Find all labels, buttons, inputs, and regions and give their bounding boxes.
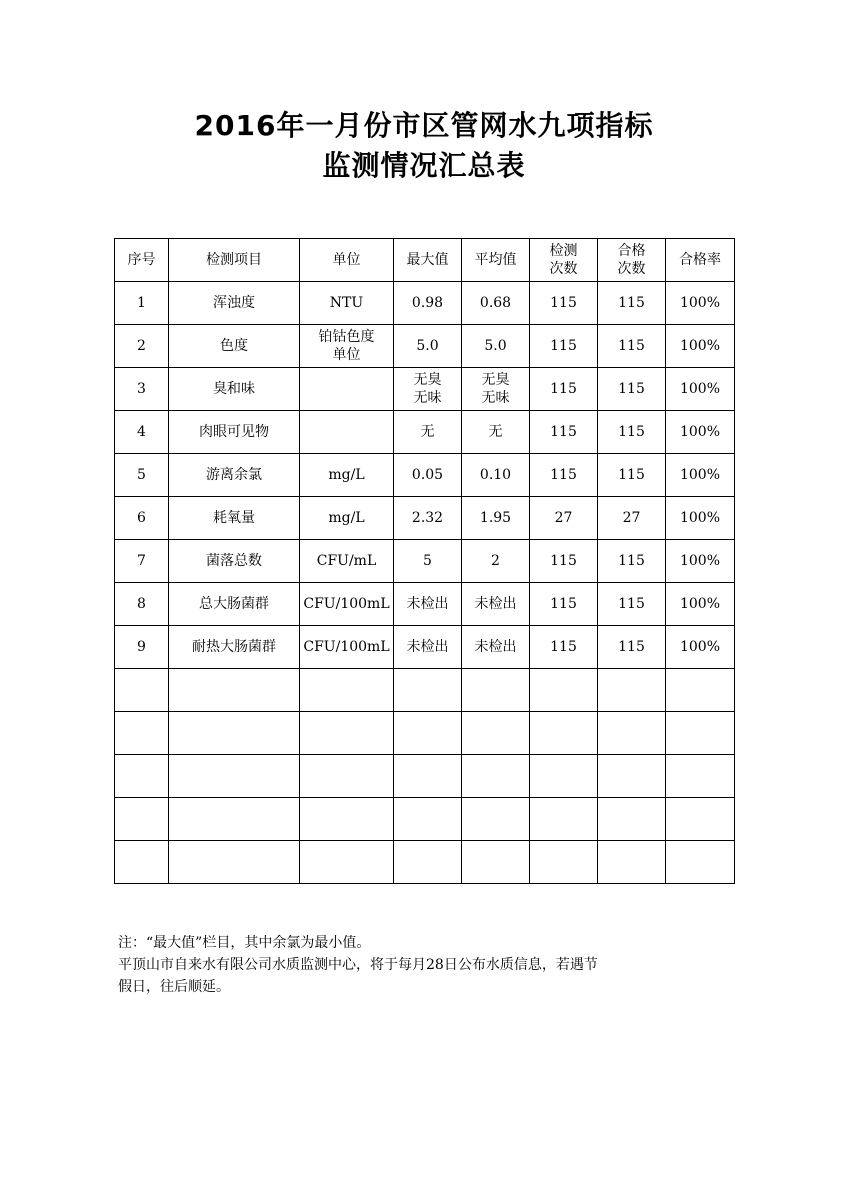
table-row <box>115 755 735 798</box>
cell-unit <box>300 669 394 712</box>
table-row <box>115 497 735 540</box>
cell-average <box>462 798 530 841</box>
cell-test-count: 115 <box>530 454 598 497</box>
cell-max: 未检出 <box>394 583 462 626</box>
header-average: 平均值 <box>462 239 530 282</box>
cell-test-count: 115 <box>530 368 598 411</box>
cell-index <box>115 755 169 798</box>
cell-average: 无 <box>462 411 530 454</box>
cell-max <box>394 669 462 712</box>
cell-test-count <box>530 841 598 884</box>
cell-pass-count <box>598 755 666 798</box>
cell-index: 7 <box>115 540 169 583</box>
cell-index <box>115 712 169 755</box>
cell-index: 3 <box>115 368 169 411</box>
cell-item: 菌落总数 <box>169 540 300 583</box>
cell-test-count <box>530 712 598 755</box>
cell-max: 0.98 <box>394 282 462 325</box>
cell-pass-rate <box>666 841 735 884</box>
cell-item: 耗氧量 <box>169 497 300 540</box>
header-item: 检测项目 <box>169 239 300 282</box>
cell-unit: NTU <box>300 282 394 325</box>
table-row <box>115 411 735 454</box>
header-max: 最大值 <box>394 239 462 282</box>
cell-pass-rate: 100% <box>666 411 735 454</box>
note-line-2: 平顶山市自来水有限公司水质监测中心，将于每月28日公布水质信息，若遇节 <box>118 957 598 973</box>
cell-index: 9 <box>115 626 169 669</box>
cell-average: 0.68 <box>462 282 530 325</box>
document-title <box>0 106 848 186</box>
table-row <box>115 798 735 841</box>
cell-item: 臭和味 <box>169 368 300 411</box>
cell-average <box>462 669 530 712</box>
cell-max: 0.05 <box>394 454 462 497</box>
cell-unit: CFU/mL <box>300 540 394 583</box>
cell-pass-count: 115 <box>598 368 666 411</box>
cell-item <box>169 841 300 884</box>
table-header-row <box>115 239 735 282</box>
cell-pass-rate: 100% <box>666 626 735 669</box>
cell-unit: CFU/100mL <box>300 626 394 669</box>
cell-pass-count: 115 <box>598 540 666 583</box>
note-line-3: 假日，往后顺延。 <box>118 979 230 995</box>
table-row <box>115 368 735 411</box>
table-row <box>115 454 735 497</box>
cell-pass-count <box>598 798 666 841</box>
table-row <box>115 712 735 755</box>
cell-unit: mg/L <box>300 497 394 540</box>
cell-average <box>462 755 530 798</box>
cell-pass-rate: 100% <box>666 454 735 497</box>
cell-average: 2 <box>462 540 530 583</box>
cell-test-count <box>530 798 598 841</box>
cell-test-count: 115 <box>530 540 598 583</box>
cell-max: 5 <box>394 540 462 583</box>
cell-index: 5 <box>115 454 169 497</box>
cell-item <box>169 798 300 841</box>
cell-unit <box>300 368 394 411</box>
cell-unit: mg/L <box>300 454 394 497</box>
cell-index: 8 <box>115 583 169 626</box>
table-row <box>115 325 735 368</box>
cell-unit <box>300 841 394 884</box>
cell-pass-count: 115 <box>598 325 666 368</box>
cell-test-count <box>530 755 598 798</box>
cell-item: 耐热大肠菌群 <box>169 626 300 669</box>
cell-max <box>394 755 462 798</box>
cell-test-count <box>530 669 598 712</box>
cell-item <box>169 755 300 798</box>
cell-test-count: 115 <box>530 626 598 669</box>
cell-pass-rate <box>666 712 735 755</box>
cell-pass-rate: 100% <box>666 497 735 540</box>
table-row <box>115 626 735 669</box>
cell-pass-rate <box>666 798 735 841</box>
cell-pass-count <box>598 669 666 712</box>
cell-unit: 铂钴色度 单位 <box>300 325 394 368</box>
cell-pass-rate: 100% <box>666 282 735 325</box>
title-line-2: 监测情况汇总表 <box>322 149 526 182</box>
cell-max <box>394 798 462 841</box>
notes <box>118 932 738 998</box>
cell-index: 6 <box>115 497 169 540</box>
cell-pass-count: 115 <box>598 454 666 497</box>
cell-max: 未检出 <box>394 626 462 669</box>
cell-unit <box>300 712 394 755</box>
cell-max: 2.32 <box>394 497 462 540</box>
cell-max: 无 <box>394 411 462 454</box>
cell-unit: CFU/100mL <box>300 583 394 626</box>
cell-test-count: 27 <box>530 497 598 540</box>
cell-index <box>115 798 169 841</box>
cell-pass-rate <box>666 669 735 712</box>
cell-max <box>394 841 462 884</box>
cell-average <box>462 841 530 884</box>
table-row <box>115 540 735 583</box>
cell-pass-count: 115 <box>598 583 666 626</box>
cell-pass-rate <box>666 755 735 798</box>
cell-index: 1 <box>115 282 169 325</box>
cell-item: 色度 <box>169 325 300 368</box>
cell-unit <box>300 411 394 454</box>
cell-test-count: 115 <box>530 282 598 325</box>
cell-pass-count: 115 <box>598 282 666 325</box>
cell-item: 游离余氯 <box>169 454 300 497</box>
cell-test-count: 115 <box>530 411 598 454</box>
header-test-count: 检测 次数 <box>530 239 598 282</box>
table-row <box>115 583 735 626</box>
cell-average: 无臭 无味 <box>462 368 530 411</box>
cell-index: 4 <box>115 411 169 454</box>
cell-pass-rate: 100% <box>666 368 735 411</box>
cell-item: 总大肠菌群 <box>169 583 300 626</box>
note-line-1: 注：“最大值”栏目，其中余氯为最小值。 <box>118 935 371 951</box>
cell-test-count: 115 <box>530 325 598 368</box>
cell-average <box>462 712 530 755</box>
cell-max: 5.0 <box>394 325 462 368</box>
cell-item <box>169 712 300 755</box>
cell-unit <box>300 755 394 798</box>
cell-pass-rate: 100% <box>666 540 735 583</box>
cell-test-count: 115 <box>530 583 598 626</box>
cell-pass-count: 115 <box>598 626 666 669</box>
cell-average: 未检出 <box>462 583 530 626</box>
header-index: 序号 <box>115 239 169 282</box>
title-line-1: 2016年一月份市区管网水九项指标 <box>194 109 654 142</box>
cell-pass-count: 27 <box>598 497 666 540</box>
cell-max: 无臭 无味 <box>394 368 462 411</box>
table-row <box>115 841 735 884</box>
cell-average: 1.95 <box>462 497 530 540</box>
cell-pass-rate: 100% <box>666 325 735 368</box>
cell-unit <box>300 798 394 841</box>
header-unit: 单位 <box>300 239 394 282</box>
cell-pass-count <box>598 712 666 755</box>
header-pass-count: 合格 次数 <box>598 239 666 282</box>
cell-item: 肉眼可见物 <box>169 411 300 454</box>
cell-pass-count: 115 <box>598 411 666 454</box>
cell-index <box>115 841 169 884</box>
cell-item: 浑浊度 <box>169 282 300 325</box>
cell-item <box>169 669 300 712</box>
cell-index: 2 <box>115 325 169 368</box>
water-quality-summary-table <box>114 238 735 884</box>
cell-pass-count <box>598 841 666 884</box>
cell-average: 0.10 <box>462 454 530 497</box>
cell-average: 5.0 <box>462 325 530 368</box>
cell-max <box>394 712 462 755</box>
cell-index <box>115 669 169 712</box>
table-row <box>115 282 735 325</box>
cell-pass-rate: 100% <box>666 583 735 626</box>
header-pass-rate: 合格率 <box>666 239 735 282</box>
table-row <box>115 669 735 712</box>
cell-average: 未检出 <box>462 626 530 669</box>
